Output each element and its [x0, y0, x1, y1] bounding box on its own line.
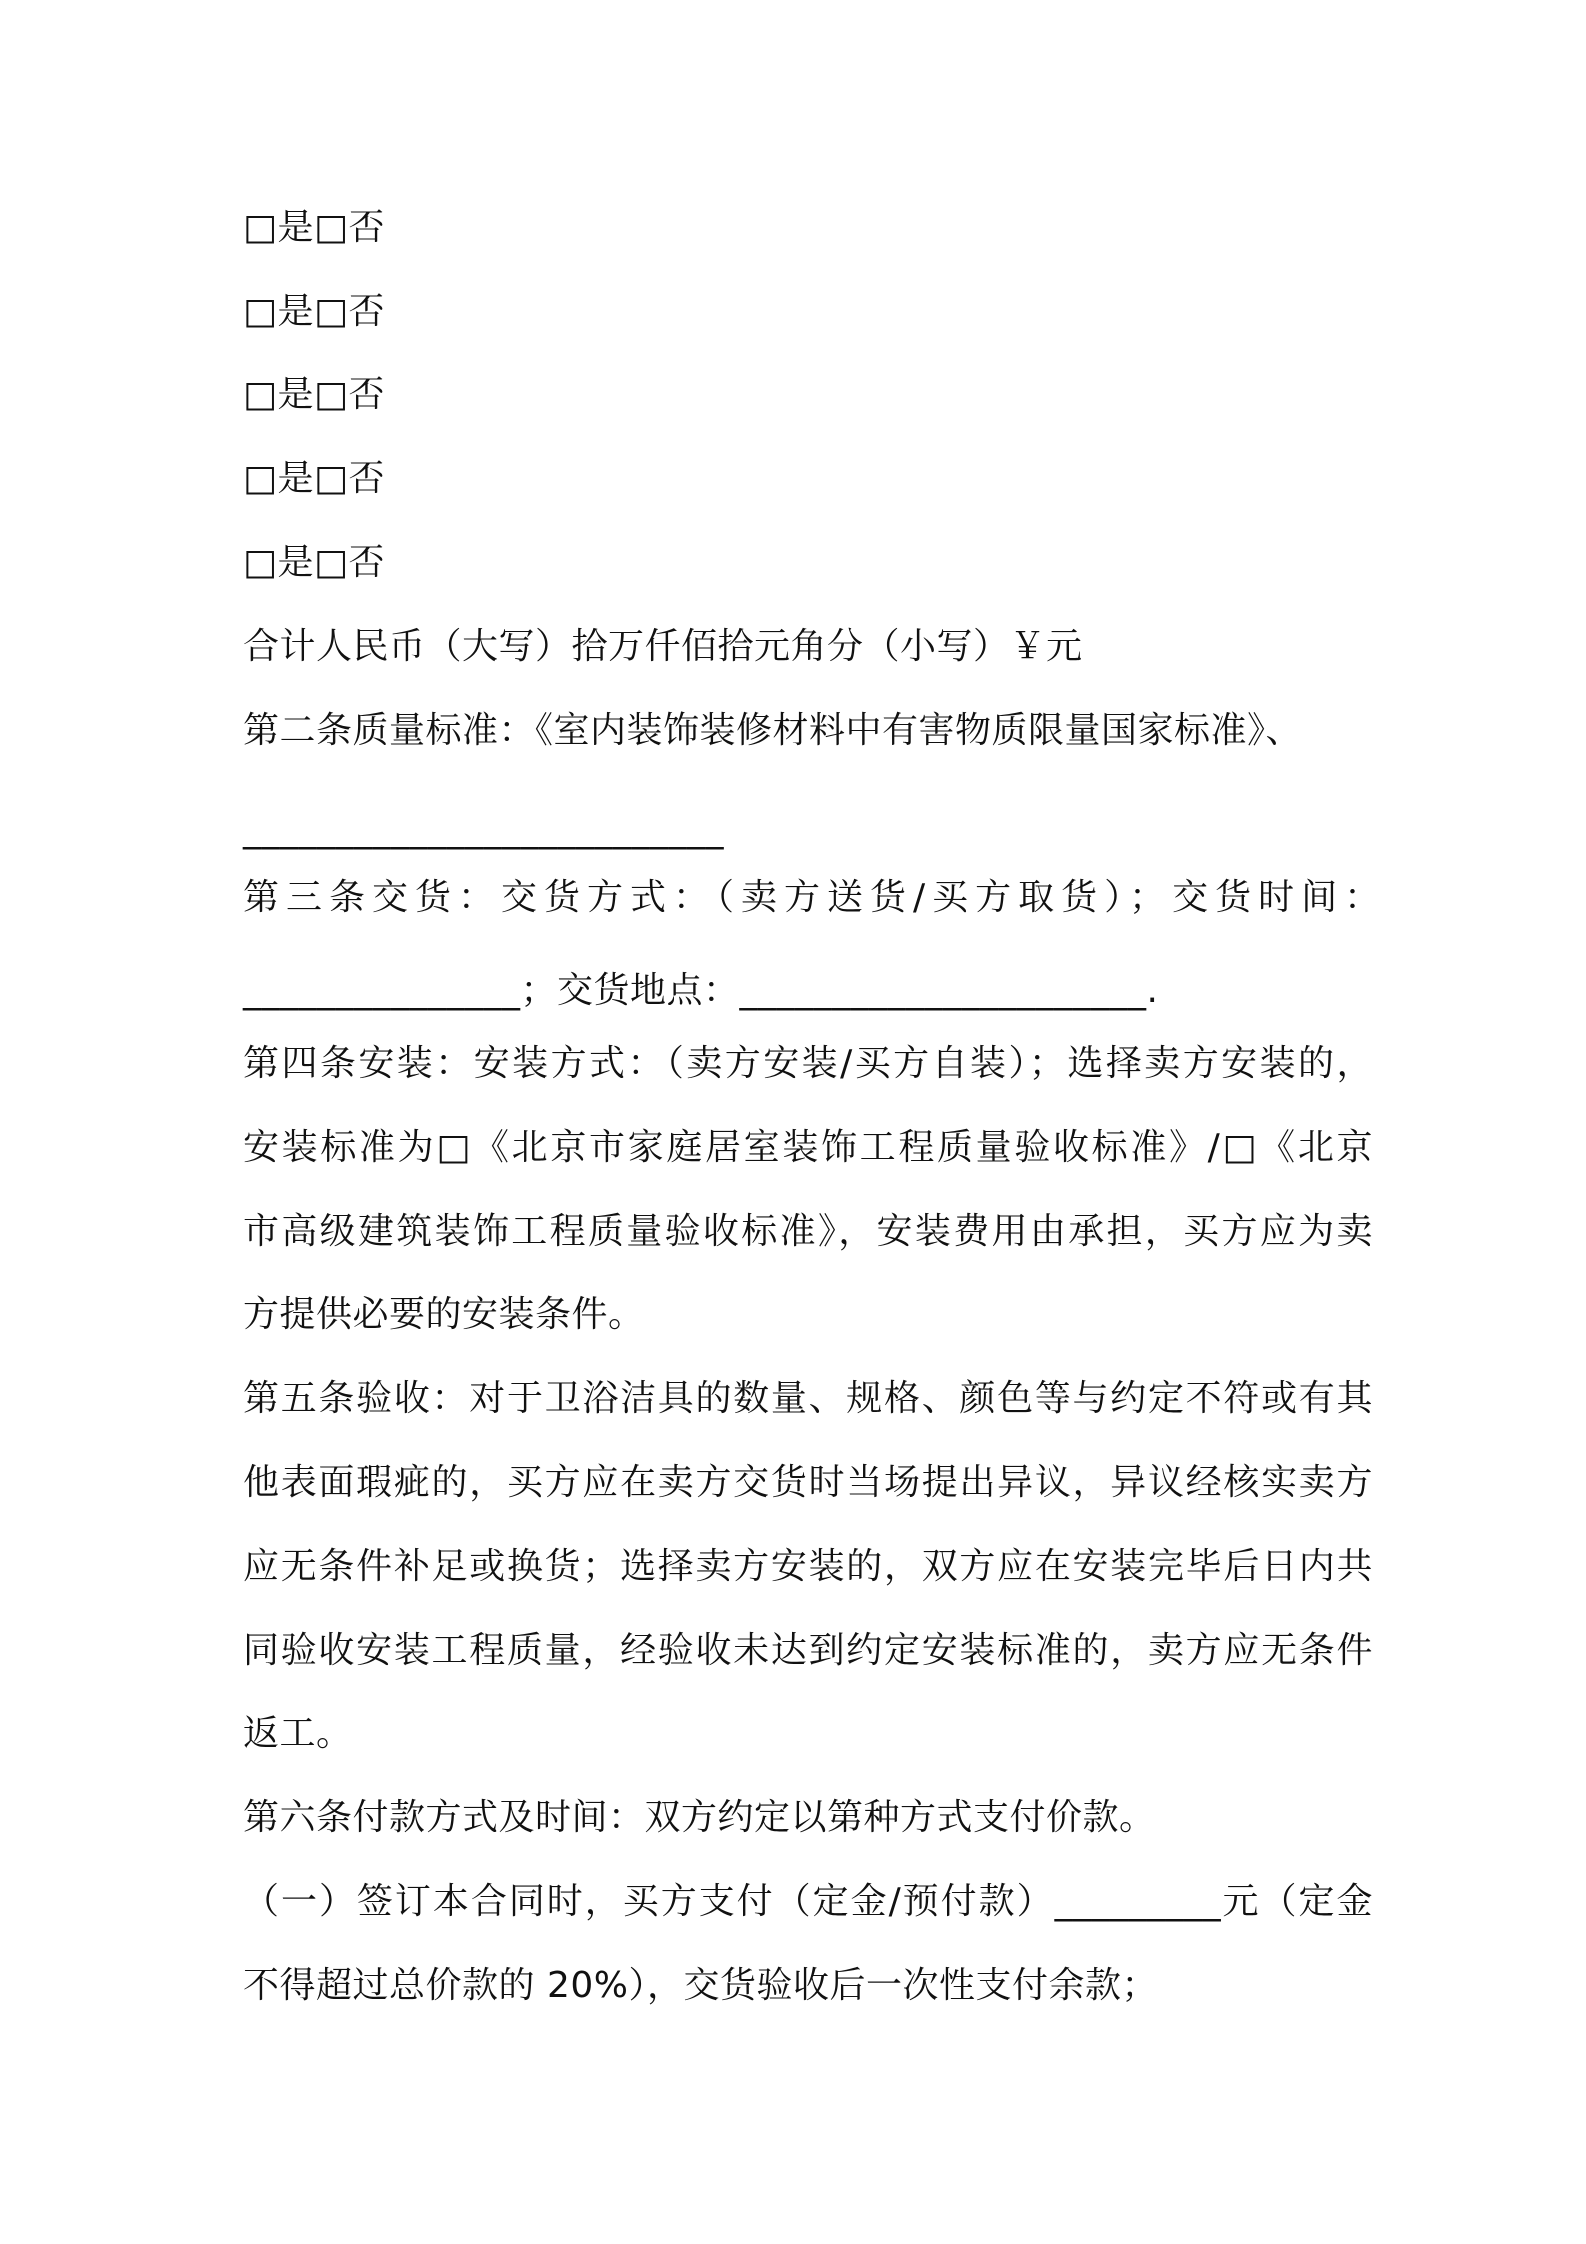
checkbox-line-1: □是□否	[243, 207, 386, 248]
article-6-line-2: （一）签订本合同时，买方支付（定金/预付款）_________元（定金	[243, 1881, 1373, 1922]
checkbox-line-5: □是□否	[243, 542, 386, 583]
article-4-line-3: 市高级建筑装饰工程质量验收标准》，安装费用由承担，买方应为卖	[243, 1211, 1373, 1252]
article-2-line-1: 第二条质量标准：《室内装饰装修材料中有害物质限量国家标准》、	[243, 710, 1303, 751]
article-5-line-1: 第五条验收：对于卫浴洁具的数量、规格、颜色等与约定不符或有其	[243, 1378, 1373, 1419]
checkbox-line-2: □是□否	[243, 291, 386, 332]
article-3-line-1: 第三条交货：交货方式：（卖方送货/买方取货）；交货时间：	[243, 877, 1388, 918]
checkbox-line-3: □是□否	[243, 374, 386, 415]
article-4-line-2: 安装标准为□《北京市家庭居室装饰工程质量验收标准》/□《北京	[243, 1127, 1373, 1168]
article-6-line-1: 第六条付款方式及时间：双方约定以第种方式支付价款。	[243, 1797, 1156, 1838]
article-6-line-3: 不得超过总价款的 20%），交货验收后一次性支付余款；	[243, 1965, 1158, 2006]
article-2-line-2: __________________________	[243, 809, 724, 850]
article-4-line-4: 方提供必要的安装条件。	[243, 1294, 645, 1335]
article-5-line-2: 他表面瑕疵的，买方应在卖方交货时当场提出异议，异议经核实卖方	[243, 1462, 1373, 1503]
total-amount-line: 合计人民币（大写）拾万仟佰拾元角分（小写）￥元	[243, 626, 1083, 667]
article-5-line-5: 返工。	[243, 1713, 353, 1754]
article-5-line-4: 同验收安装工程质量，经验收未达到约定安装标准的，卖方应无条件	[243, 1630, 1373, 1671]
article-4-line-1: 第四条安装：安装方式：（卖方安装/买方自装）；选择卖方安装的，	[243, 1043, 1373, 1084]
checkbox-line-4: □是□否	[243, 458, 386, 499]
article-3-line-2: _______________；交货地点：______________________.	[243, 970, 1159, 1011]
article-5-line-3: 应无条件补足或换货；选择卖方安装的，双方应在安装完毕后日内共	[243, 1546, 1373, 1587]
